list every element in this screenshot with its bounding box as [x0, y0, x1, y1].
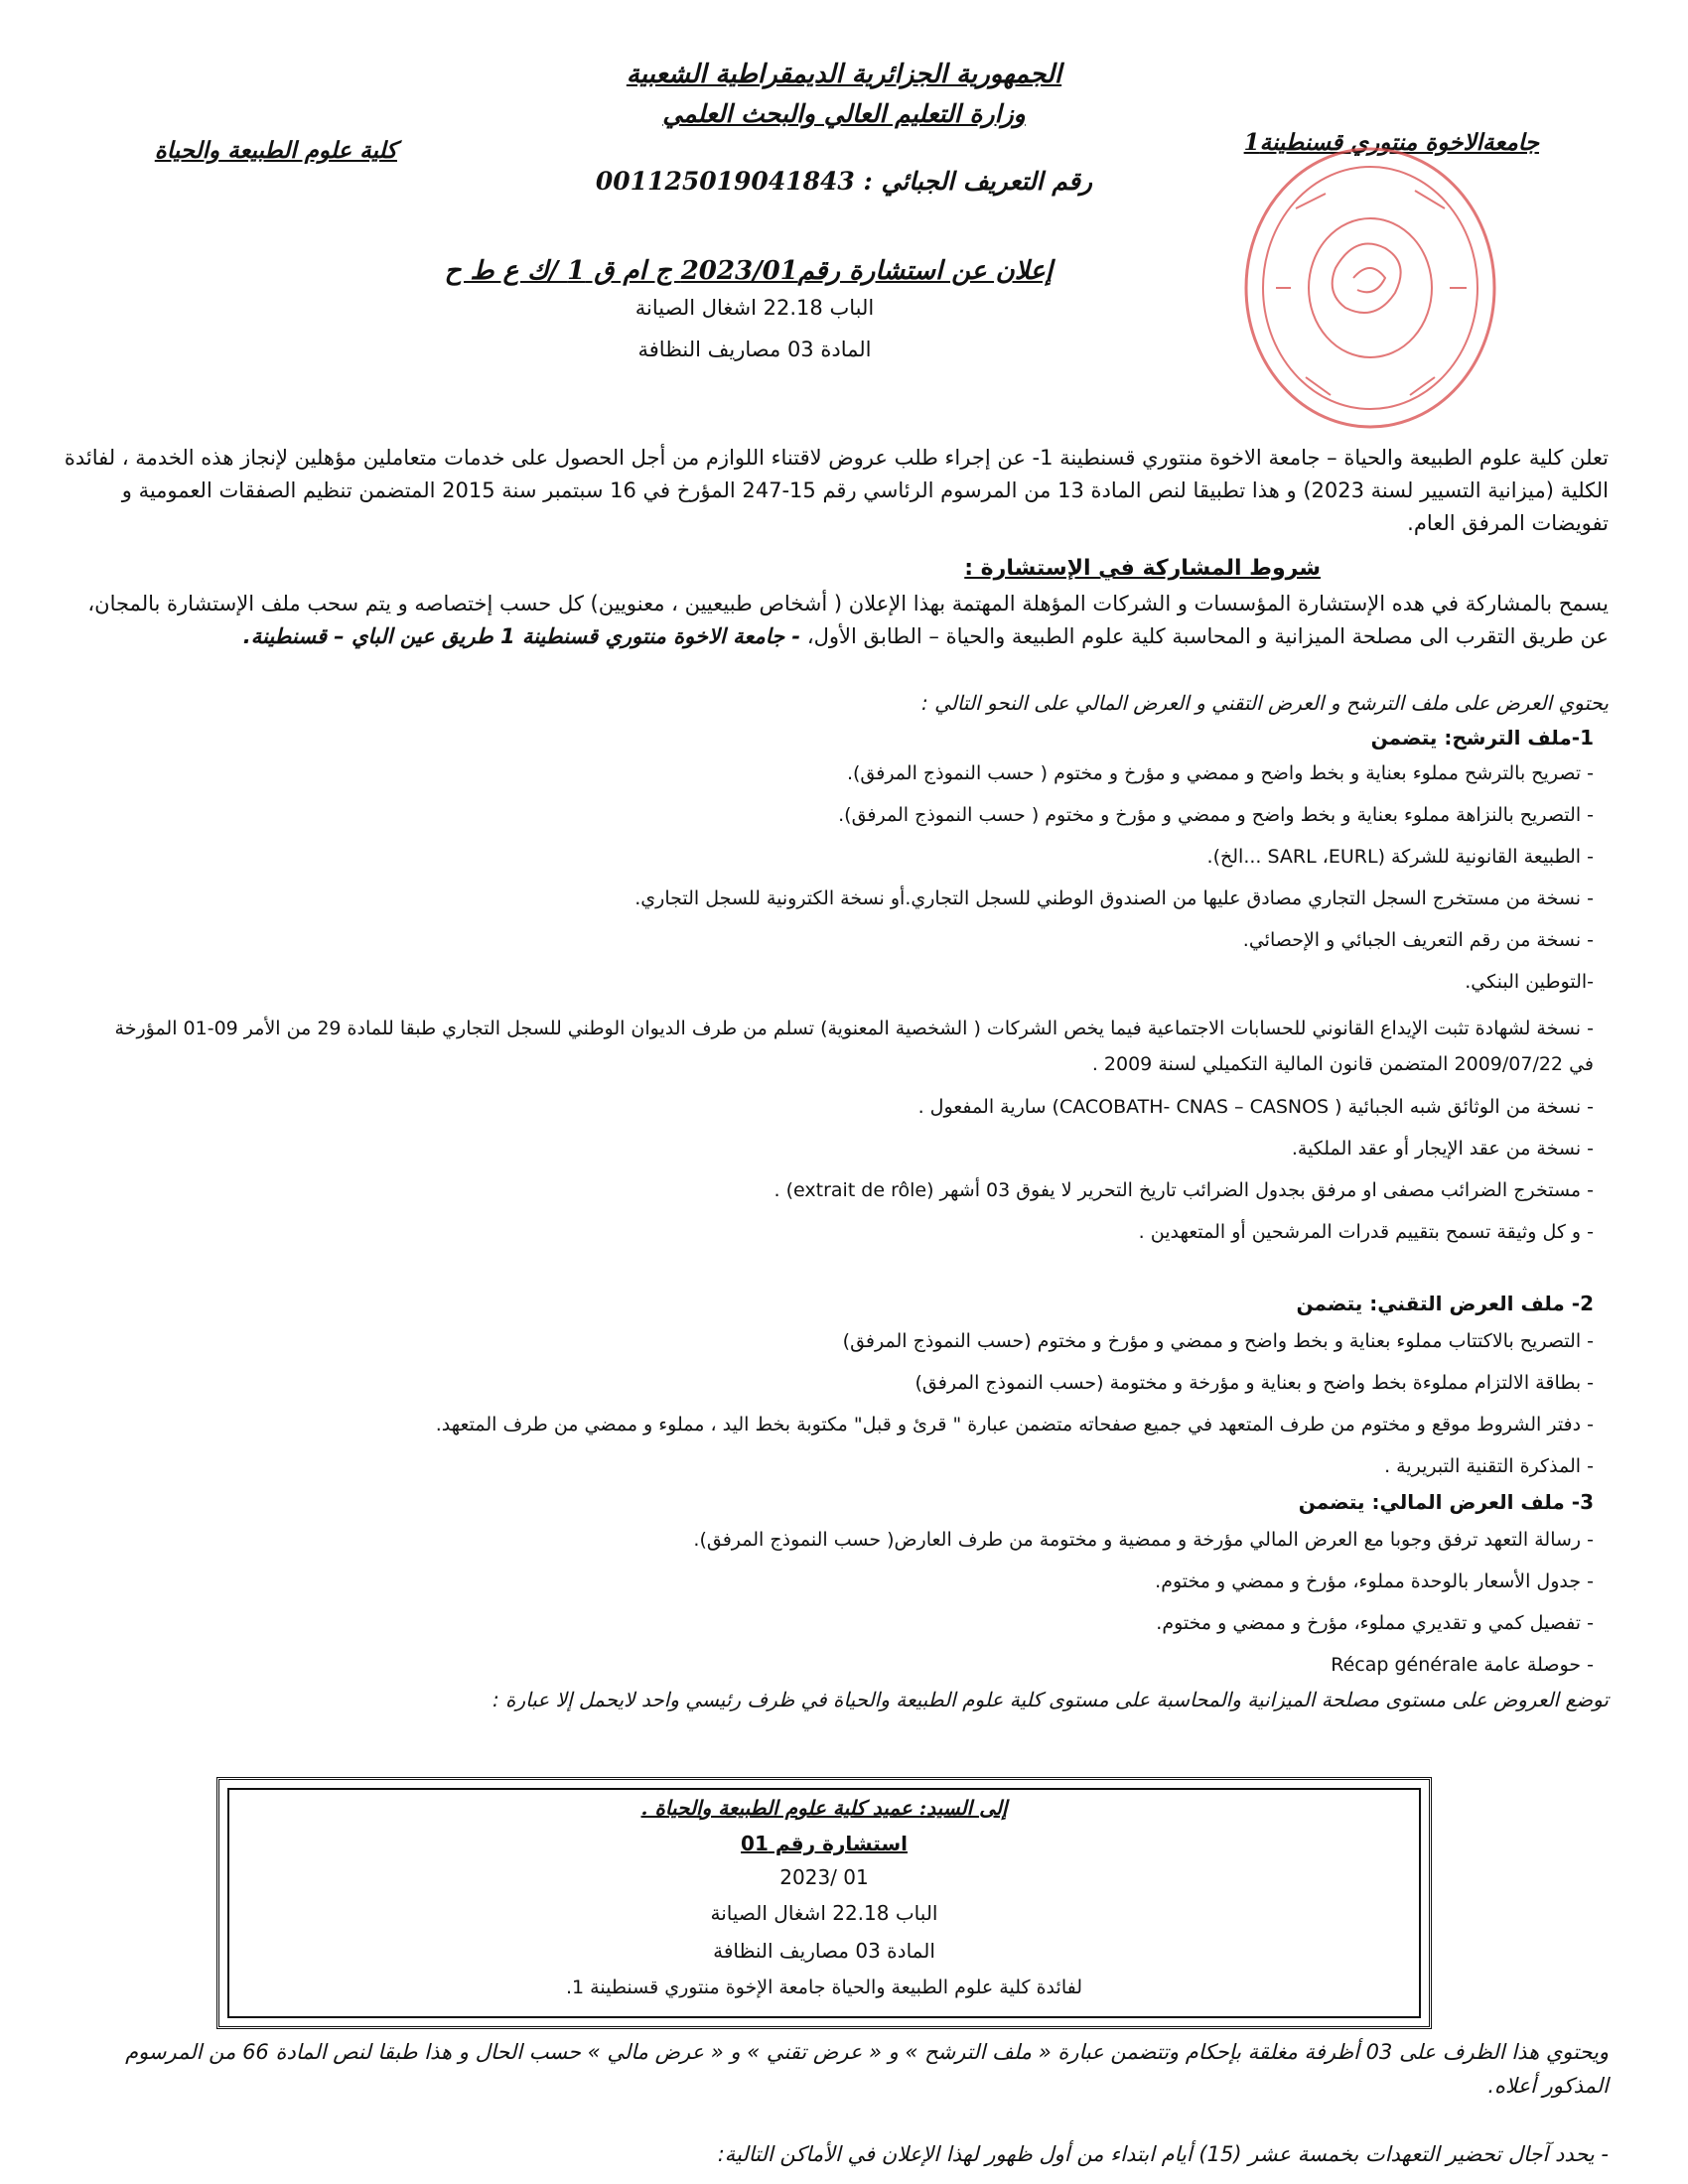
- conditions-paragraph: [60, 588, 1609, 653]
- list-item: - الطبيعة القانونية للشركة (SARL ،EURL ...الخ).: [1206, 846, 1594, 868]
- university-address: - جامعة الاخوة منتوري قسنطينة 1 طريق عين الباي – قسنطينة.: [242, 624, 801, 648]
- envelope-consultation: استشارة رقم 01: [741, 1832, 908, 1855]
- list-item: - بطاقة الالتزام مملوءة بخط واضح و بعناية و مؤرخة و مختومة (حسب النموذج المرفق): [914, 1372, 1594, 1394]
- list-item: - نسخة لشهادة تثبت الإيداع القانوني للحسابات الاجتماعية فيما يخص الشركات ( الشخصية المعنوية) تسلم من طرف الديوان الوطني للسجل التجاري طبقا للمادة 29 من الأمر 09-01 المؤرخة في 2009/07/22 المتضمن قانون المالية التكميلي لسنة 2009 .: [114, 1018, 1594, 1075]
- financial-section: [84, 1489, 1594, 1678]
- envelope-note: ويحتوي هذا الظرف على 03 أظرفة مغلقة بإحكام وتتضمن عبارة « ملف الترشح » و « عرض تقني » و « عرض مالي » حسب الحال و هذا طبقا لنص المادة 66 من المرسوم المذكور أعلاه.: [125, 2040, 1609, 2098]
- list-item: - نسخة من مستخرج السجل التجاري مصادق عليها من الصندوق الوطني للسجل التجاري.أو نسخة الكترونية للسجل التجاري.: [634, 887, 1594, 909]
- list-item: - تفصيل كمي و تقديري مملوء، مؤرخ و ممضي و مختوم.: [1156, 1612, 1594, 1634]
- list-item: - حوصلة عامة Récap générale: [1331, 1654, 1594, 1676]
- announcement-chapter: الباب 22.18 اشغال الصيانة: [634, 296, 875, 320]
- envelope-recipient: إلى السيد: عميد كلية علوم الطبيعة والحياة .: [640, 1796, 1008, 1820]
- list-item: - نسخة من الوثائق شبه الجبائية ( CACOBATH- CNAS – CASNOS) سارية المفعول .: [917, 1096, 1594, 1118]
- announcement-article: المادة 03 مصاريف النظافة: [637, 338, 872, 361]
- envelope-article: المادة 03 مصاريف النظافة: [713, 1939, 935, 1963]
- list-item: - المذكرة التقنية التبريرية .: [1384, 1455, 1594, 1477]
- list-item: - نسخة من عقد الإيجار أو عقد الملكية.: [1291, 1138, 1594, 1160]
- deposit-instructions: توضع العروض على مستوى مصلحة الميزانية والمحاسبة على مستوى كلية علوم الطبيعة والحياة في ظرف رئيسي واحد لايحمل إلا عبارة :: [492, 1688, 1609, 1711]
- list-item: - رسالة التعهد ترفق وجوبا مع العرض المالي مؤرخة و ممضية و مختومة من طرف العارض( حسب النموذج المرفق).: [693, 1529, 1594, 1551]
- list-item: - و كل وثيقة تسمح بتقييم قدرات المرشحين أو المتعهدين .: [1138, 1221, 1594, 1243]
- announcement-title: إعلان عن استشارة رقم2023/01 ج ام ق 1 /ك ع ط ح: [444, 256, 1053, 286]
- tax-id-label: رقم التعريف الجبائي :: [863, 167, 1092, 196]
- list-item: - دفتر الشروط موقع و مختوم من طرف المتعهد في جميع صفحاته متضمن عبارة " قرئ و قبل" مكتوبة بخط اليد ، مملوء و ممضي من طرف المتعهد.: [435, 1414, 1594, 1435]
- candidacy-heading: 1-ملف الترشح: يتضمن: [1370, 726, 1594, 750]
- conditions-text: يسمح بالمشاركة في هده الإستشارة المؤسسات و الشركات المؤهلة المهتمة بهذا الإعلان ( أشخاص طبيعيين ، معنويين) كل حسب إختصاصه و يتم سحب ملف الإستشارة بالمجان، عن طريق التقرب الى مصلحة الميزانية و المحاسبة كلية علوم الطبيعة والحياة – الطابق الأول،: [87, 592, 1609, 648]
- tax-id-value: 001125019041843: [595, 167, 855, 196]
- list-item: - التصريح بالنزاهة مملوء بعناية و بخط واضح و ممضي و مؤرخ و مختوم ( حسب النموذج المرفق).: [838, 804, 1594, 826]
- list-item: - جدول الأسعار بالوحدة مملوء، مؤرخ و ممضي و مختوم.: [1155, 1570, 1594, 1592]
- faculty-name: كلية علوم الطبيعة والحياة: [154, 137, 397, 164]
- technical-section: [84, 1291, 1594, 1479]
- candidacy-section: [84, 725, 1594, 1245]
- list-item: - التصريح بالاكتتاب مملوء بعناية و بخط واضح و ممضي و مؤرخ و مختوم (حسب النموذج المرفق): [842, 1330, 1594, 1352]
- offer-intro: يحتوي العرض على ملف الترشح و العرض التقني و العرض المالي على النحو التالي :: [920, 691, 1609, 715]
- official-stamp-icon: [1236, 139, 1504, 437]
- envelope-label-box: [216, 1777, 1432, 2029]
- envelope-number: 2023/ 01: [779, 1865, 869, 1889]
- envelope-inner-frame: [227, 1788, 1421, 2018]
- republic-heading: الجمهورية الجزائرية الديمقراطية الشعبية: [626, 60, 1062, 89]
- tax-id-line: [536, 167, 1092, 196]
- envelope-chapter: الباب 22.18 اشغال الصيانة: [710, 1901, 938, 1925]
- list-item: - مستخرج الضرائب مصفى او مرفق بجدول الضرائب تاريخ التحرير لا يفوق 03 أشهر (extrait de rôle) .: [774, 1179, 1594, 1201]
- list-item: - نسخة من رقم التعريف الجبائي و الإحصائي.: [1242, 929, 1594, 951]
- conditions-title: شروط المشاركة في الإستشارة :: [964, 556, 1321, 581]
- envelope-beneficiary: لفائدة كلية علوم الطبيعة والحياة جامعة الإخوة منتوري قسنطينة 1.: [565, 1977, 1083, 1998]
- technical-heading: 2- ملف العرض التقني: يتضمن: [1296, 1292, 1594, 1315]
- financial-heading: 3- ملف العرض المالي: يتضمن: [1298, 1490, 1594, 1514]
- university-name: جامعةالاخوة منتوري قسنطينة1: [1243, 129, 1539, 156]
- list-item: -التوطين البنكي.: [1465, 971, 1594, 993]
- intro-paragraph: تعلن كلية علوم الطبيعة والحياة – جامعة الاخوة منتوري قسنطينة 1- عن إجراء طلب عروض لاقتناء اللوازم من أجل الحصول على خدمات متعاملين مؤهلين لإنجاز هذه الخدمة ، لفائدة الكلية (ميزانية التسيير لسنة 2023) و هذا تطبيقا لنص المادة 13 من المرسوم الرئاسي رقم 15-247 المؤرخ في 16 سبتمبر سنة 2015 المتضمن تنظيم الصفقات العمومية و تفويضات المرفق العام.: [64, 446, 1609, 535]
- deadline-text: - يحدد آجال تحضير التعهدات بخمسة عشر (15) أيام ابتداء من أول ظهور لهذا الإعلان في الأماكن التالية:: [717, 2142, 1609, 2166]
- list-item: - تصريح بالترشح مملوء بعناية و بخط واضح و ممضي و مؤرخ و مختوم ( حسب النموذج المرفق).: [846, 762, 1594, 784]
- ministry-heading: وزارة التعليم العالي والبحث العلمي: [662, 99, 1026, 128]
